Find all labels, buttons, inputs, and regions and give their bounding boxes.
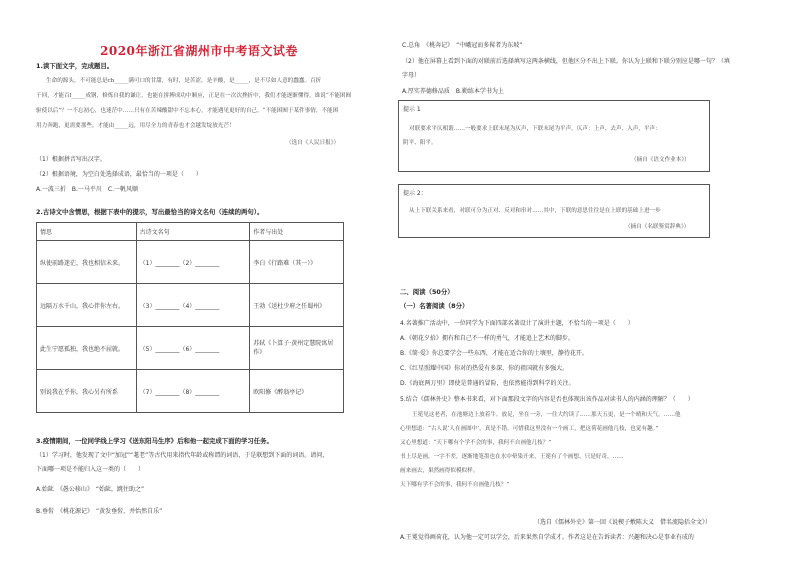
q3-sub1-line2: 下面哪一项是不能归入这一类的（ ） bbox=[36, 466, 145, 473]
q1-para-line1: 生命的源头，不可能总是ch_____满可口的甘甜，有时，是苦涩，是辛酸，是_____，是不尽如人意的蠢蠢。百折 bbox=[46, 78, 322, 84]
q4-option-c: C.《红星照耀中国》你对的热爱有多深，你的祖国就有多强大。 bbox=[400, 365, 569, 372]
q1-para-line2: 千回，才能百l_____成钢，修炼自我的谦让，也能在拼搏成功中顺应，正是在一次次挫折中，我们才能逐渐懂得，谁说“不能困囿 bbox=[36, 93, 352, 99]
hint1-body-line2: 阴平、阳平。 bbox=[403, 140, 437, 146]
q4-option-b: B.《简·爱》你总要学会一些东西，才能在适合你的土壤里，静待花开。 bbox=[400, 350, 588, 357]
q3-option-b: B.垂髫 《桃花源记》 “黄发垂髫，并怡然自乐” bbox=[36, 508, 163, 515]
q4-option-d: D.《海底两万里》即使是普通的冒险，也依然能得到科学的关注。 bbox=[400, 380, 575, 387]
q5-excerpt-line5: 画来画去，果然画得似模似样。 bbox=[400, 468, 479, 474]
table-cell-source: 苏轼《卜算子·黄州定慧院寓居作》 bbox=[250, 327, 344, 370]
q3-option-c: C.总角 《桃奔记》 “中峨冠而多髯者为东坡” bbox=[402, 42, 523, 49]
q3-option-a: A.始龀 《愚公移山》 “始龀，跳往助之” bbox=[36, 486, 145, 493]
q5-excerpt-line1: 王冕见这老者，在池塘边上放着牛。放足，坐在一旁，一住大约读了……那天五更，是一个晴和天气。……他 bbox=[412, 412, 681, 418]
q5-excerpt-line6: 天下哪有学不会的事，我何不自画他几枝？” bbox=[400, 482, 510, 488]
hint2-label: 提示 2： bbox=[403, 190, 427, 197]
q5-stem: 5.结合《儒林外史》整本书来看，对下面那段文字的内容是否也体现出该作品对读书人的内涵的理解？（ ） bbox=[400, 396, 694, 403]
q4-stem: 4.名著推广活动中，一位同学为下面四部名著设计了演讲主题，不恰当的一项是（ ） bbox=[400, 320, 634, 327]
table-header-source: 作者与出处 bbox=[250, 223, 344, 241]
subsection-classics-title: （一）名著阅读（8分） bbox=[400, 302, 469, 310]
table-cell-blanks[interactable]: （3）________（4）________ bbox=[136, 284, 250, 327]
table-cell-blanks[interactable]: （7）________（8）________ bbox=[136, 370, 250, 413]
table-cell-source: 王勃《送杜少府之任蜀州》 bbox=[250, 284, 344, 327]
table-header-row bbox=[37, 223, 344, 241]
q3-stem: 3.疫情期间，一位同学线上学习《送东阳马生序》后和他一起完成下面的学习任务。 bbox=[36, 437, 273, 445]
q1-para-line3: 驱使以后”？一不忘初心，也迷茫中……只有在苦辣酸甜中不忘本心，才能遇见更好的自己。“不能困囿于某件事情，不能困 bbox=[36, 108, 339, 114]
table-cell-feeling: 远隔万水千山，我心伴你左右。 bbox=[37, 284, 137, 327]
q5-excerpt-line4: 书上尽是画，一字不差，逐渐地笔墨也在水中晕染开来，王冕有了个画想。只是好奇，…… bbox=[400, 454, 624, 460]
hint2-body-line1: 从上下联关系来看，对联可分为正对、反对和串对……其中，下联的意思往往是在上联的基础上进一步 bbox=[409, 208, 661, 214]
table-cell-feeling: 纵使前路迷茫，我也相信未来。 bbox=[37, 241, 137, 284]
q5-option-a: A.王冕觉得画荷花，认为他一定可以学会，后来果然自学成才。作者这是在告诉读者：兴趣和决心是事业有成的 bbox=[400, 534, 694, 541]
table-header-feeling: 情思 bbox=[37, 223, 137, 241]
q1-stem: 1.读下面文字，完成题目。 bbox=[36, 62, 114, 70]
q3-sub2-line2: 字母） bbox=[402, 72, 421, 79]
q1-sub2: （2）根据语境，为空白处选择成语，最恰当的一项是（ ） bbox=[36, 171, 202, 178]
hint-box-2 bbox=[398, 184, 710, 238]
section-reading-title: 二、阅读（50分） bbox=[400, 288, 454, 296]
table-row bbox=[37, 370, 344, 413]
q3-sub2-line1: （2）他在屏幕上看到下面的对联前后选择填写这两条横线，但他区分不出上下联。你认为上联和下联分别应是哪一句？（填 bbox=[402, 58, 730, 65]
table-row bbox=[37, 327, 344, 370]
q2-stem: 2.古诗文中含情思，根据下表中的提示，写出最恰当的诗文名句（连续的两句）。 bbox=[36, 208, 264, 216]
hint1-label: 提示 1 bbox=[403, 106, 421, 113]
q1-para-line4: 用力奔跑，更需要那些，才能由_____远，用尽全力的青春也才会越发绽放光芒！ bbox=[36, 123, 235, 129]
hint1-source: （摘自《语文作业本》） bbox=[631, 157, 690, 163]
q1-source: （选自《人民日报》） bbox=[286, 140, 340, 146]
poem-table bbox=[36, 222, 344, 413]
q5-source: （选自《儒林外史》第一回《说楔子敷陈大义 借名流隐括全文》） bbox=[534, 519, 712, 526]
table-cell-feeling: 此生宁愿孤独，我也绝不屈就。 bbox=[37, 327, 137, 370]
table-header-lines: 古诗文名句 bbox=[136, 223, 250, 241]
table-cell-source: 欧阳修《醉翁亭记》 bbox=[250, 370, 344, 413]
table-cell-feeling: 别说我在乎你，我心另有所系 bbox=[37, 370, 137, 413]
hint-box-1 bbox=[398, 100, 710, 172]
couplet-options: A.厚实养德修品质 B.勤练本学书为上 bbox=[402, 88, 504, 95]
table-row bbox=[37, 241, 344, 284]
q1-sub1: （1）根据拼音写出汉字。 bbox=[36, 156, 106, 163]
q5-excerpt-line3: 又心里想道：“天下哪有个学不会的事，我何不自画他几枝？” bbox=[400, 440, 552, 446]
q4-option-a: A.《朝花夕拾》拥有和自己不一样的勇气，才能追上艺术的脚步。 bbox=[400, 335, 574, 342]
table-cell-source: 李白《行路难（其一）》 bbox=[250, 241, 344, 284]
hint2-source: （摘自《名联鉴赏辞典》） bbox=[625, 224, 690, 230]
q1-options: A.一波三折 B.一马平川 C.一帆风顺 bbox=[36, 186, 139, 193]
table-cell-blanks[interactable]: （1）________（2）________ bbox=[136, 241, 250, 284]
table-row bbox=[37, 284, 344, 327]
q5-excerpt-line2: 心里想道：“古人说‘人在画图中’，真是不错，可惜我这里没有一个画工，把这荷花画他几枝，也觉有趣。” bbox=[400, 426, 659, 432]
table-cell-blanks[interactable]: （5）________（6）________ bbox=[136, 327, 250, 370]
page-title: 2020年浙江省湖州市中考语文试卷 bbox=[100, 44, 298, 58]
hint1-body-line1: 对联要求平仄相谐……一般要求上联末尾为仄声，下联末尾为平声。仄声：上声、去声、入声，平声： bbox=[409, 126, 661, 132]
q3-sub1-line1: （1）学习时，他发现了文中“加冠”“耄老”等古代用来指代年龄或称谓的词语，于是联想到下面的词语。请问， bbox=[36, 452, 329, 459]
